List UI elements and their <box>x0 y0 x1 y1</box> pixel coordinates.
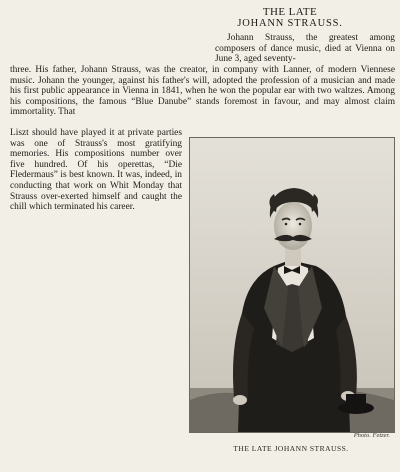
article-headline <box>180 6 400 30</box>
article-body-left-column: Liszt should have played it at private parties was one of Strauss's most gratifying memories. His compositions number over five hundred. Of his operettas, “Die Fledermaus” is best known. It was, indeed, in conducting that work on Whit Monday that Strauss over-exerted himself and caught the chill which terminated his career. <box>10 128 182 213</box>
photo-caption: THE LATE JOHANN STRAUSS. <box>233 444 349 453</box>
portrait-photo <box>189 137 395 433</box>
photo-credit: Photo. Fetzer. <box>353 432 390 439</box>
headline-line-1: THE LATE <box>262 6 318 18</box>
article-intro: Johann Strauss, the greatest among composers of dance music, died at Vienna on June 3, aged seventy- <box>215 33 395 65</box>
headline-line-2: JOHANN STRAUSS. <box>237 18 343 29</box>
portrait-illustration <box>190 138 394 432</box>
article-body-full-width: three. His father, Johann Strauss, was the creator, in company with Lanner, of modern Viennese music. Johann the younger, against his father's will, adopted the profession of a musician and made his first public appearance in Vienna in 1841, when he won the popular ear with two waltzes. Among his compositions, the famous “Blue Danube” stands foremost in favour, and may almost claim immortality. That <box>10 65 395 118</box>
